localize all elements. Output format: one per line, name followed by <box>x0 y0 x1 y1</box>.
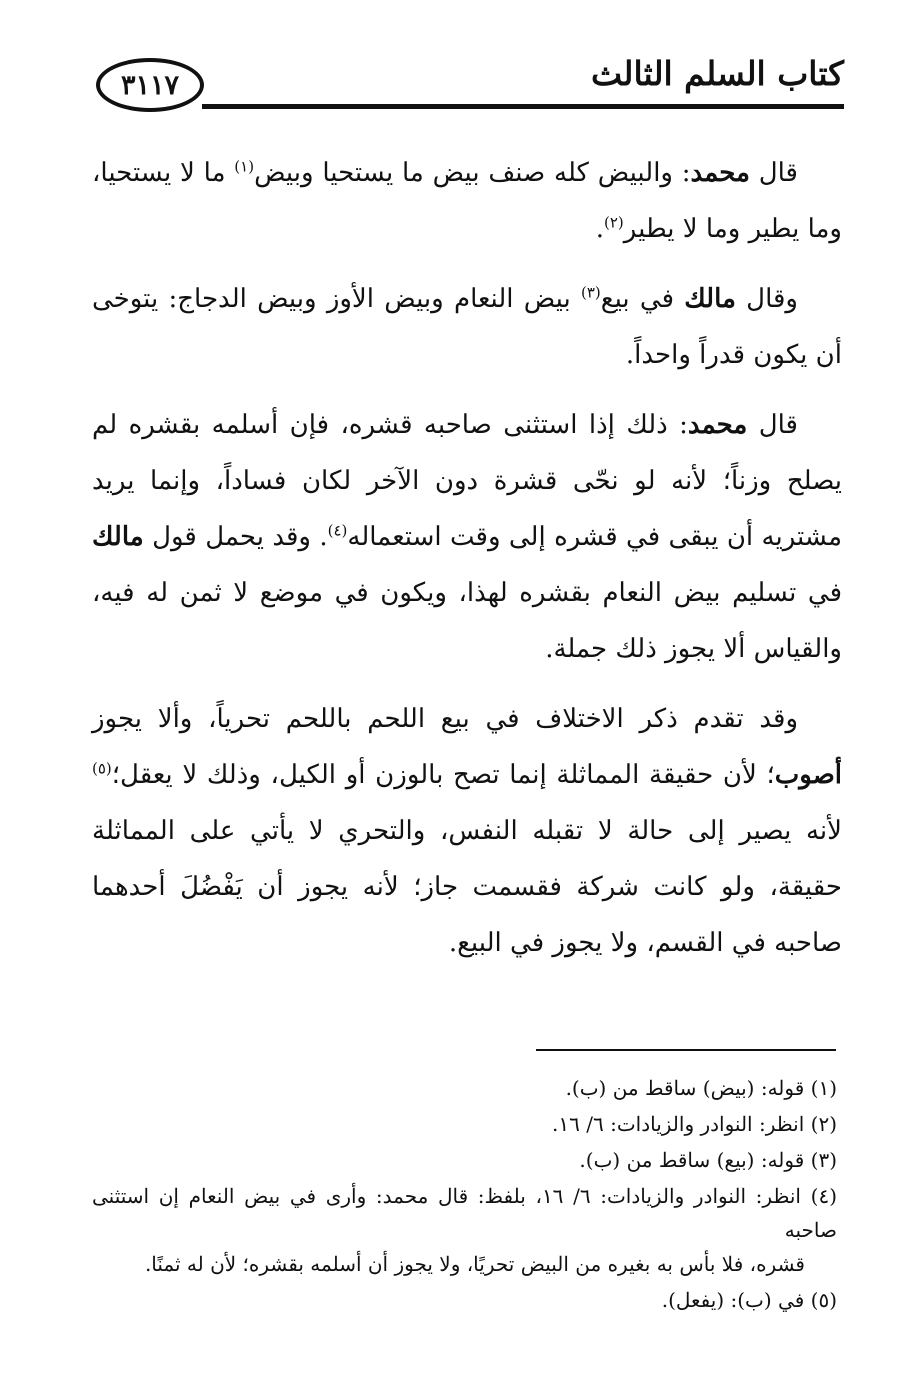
footnote-4: (٤) انظر: النوادر والزيادات: ٦/ ١٦، بلفظ: قال محمد: وأرى في بيض النعام إن استثنى صاحبه <box>92 1184 837 1242</box>
text-run: ما لا يستحيا، وما يطير وما لا يطير <box>92 158 842 244</box>
text-run: وقد تقدم ذكر الاختلاف في بيع اللحم باللحم تحرياً، وألا يجوز <box>92 704 798 734</box>
footnote-ref-1: (١) <box>234 157 255 176</box>
text-run: : والبيض كله صنف بيض ما يستحيا وبيض <box>254 158 691 188</box>
main-text <box>92 145 842 985</box>
footnote-3: (٣) قوله: (بيع) ساقط من (ب). <box>579 1148 837 1172</box>
text-run: . وقد يحمل قول <box>143 522 328 552</box>
header-rule <box>202 104 844 109</box>
text-run: في بيع <box>600 284 685 314</box>
name-muhammad: محمد <box>690 158 750 188</box>
footnote-5: (٥) في (ب): (يفعل). <box>661 1288 837 1312</box>
paragraph-3 <box>92 397 842 677</box>
running-title: كتاب السلم الثالث <box>590 54 844 93</box>
text-run: ؛ لأن حقيقة المماثلة إنما تصح بالوزن أو الكيل، وذلك لا يعقل؛ <box>111 760 775 790</box>
footnote-ref-4: (٤) <box>327 521 348 540</box>
footnote-ref-5: (٥) <box>92 759 112 778</box>
text-run: بيض النعام وبيض الأوز وبيض الدجاج: يتوخى أن يكون قدراً واحداً. <box>92 284 842 370</box>
text-run: : ذلك إذا استثنى صاحبه قشره، فإن أسلمه بقشره لم يصلح وزناً؛ لأنه لو نحّى قشرة دون الآخر لكان فساداً، وإنما يريد مشتريه أن يبقى في قشره إلى وقت استعماله <box>92 410 843 552</box>
paragraph-4 <box>92 691 842 971</box>
footnote-1: (١) قوله: (بيض) ساقط من (ب). <box>565 1076 837 1100</box>
footnote-separator <box>536 1049 836 1051</box>
text-run: قال <box>747 410 798 440</box>
paragraph-1 <box>92 145 842 257</box>
footnote-ref-2: (٢) <box>604 213 624 232</box>
bold-word-asswab: أصوب <box>774 760 842 790</box>
text-run: . <box>595 214 604 244</box>
page-header <box>92 44 844 124</box>
text-run: وقال <box>735 284 798 314</box>
text-run: قال <box>749 158 798 188</box>
footnote-4-continued: قشره، فلا بأس به بغيره من البيض تحريًا، ولا يجوز أن أسلمه بقشره؛ لأن له ثمنًا. <box>144 1252 805 1276</box>
name-malik: مالك <box>684 284 736 314</box>
footnote-ref-3: (٣) <box>580 283 601 302</box>
footnotes <box>92 1071 837 1319</box>
name-malik: مالك <box>92 522 144 552</box>
page-number-badge <box>96 58 204 112</box>
text-run: لأنه يصير إلى حالة لا تقبله النفس، والتحري لا يأتي على المماثلة حقيقة، ولو كانت شركة فقسمت جاز؛ لأنه يجوز أن يَفْضُلَ أحدهما صاحبه في القسم، ولا يجوز في البيع. <box>92 816 842 958</box>
text-run: في تسليم بيض النعام بقشره لهذا، ويكون في موضع لا ثمن له فيه، والقياس ألا يجوز ذلك جملة. <box>92 578 842 664</box>
paragraph-2 <box>92 271 842 383</box>
name-muhammad: محمد <box>687 410 748 440</box>
footnote-2: (٢) انظر: النوادر والزيادات: ٦/ ١٦. <box>552 1112 837 1136</box>
page-number: ٣١١٧ <box>120 69 179 101</box>
